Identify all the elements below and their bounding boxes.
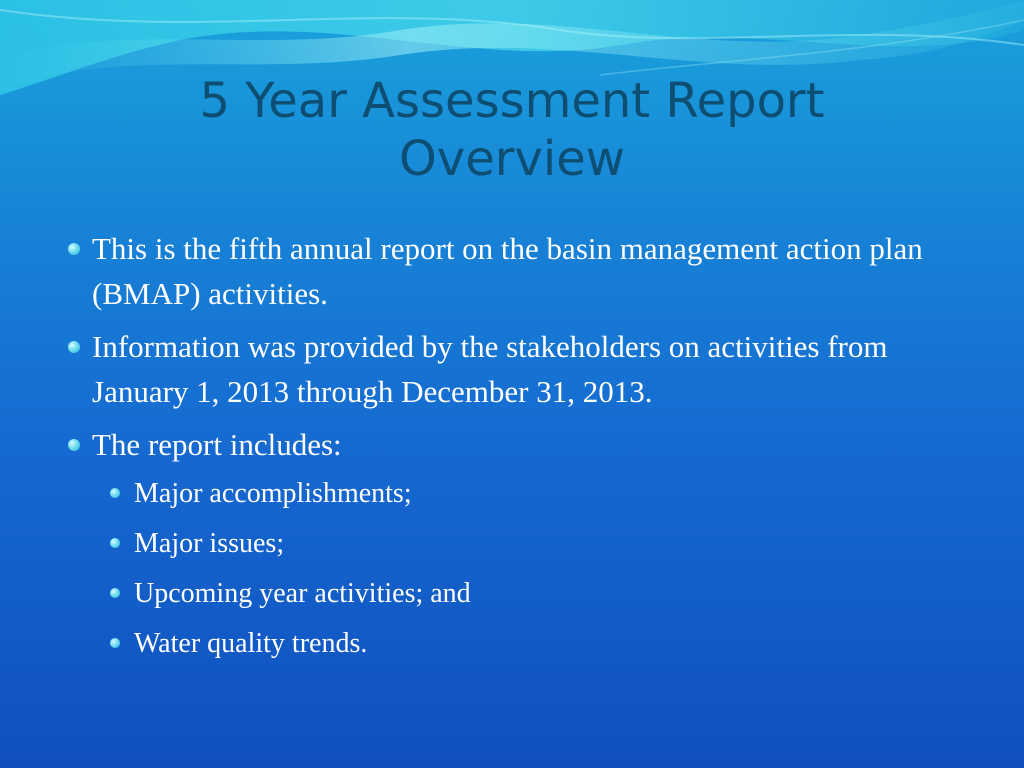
- bullet-item: [64, 226, 964, 316]
- sub-bullet-item: [92, 621, 964, 666]
- sub-bullet-list: [92, 471, 964, 666]
- bullet-list: [64, 226, 964, 674]
- slide-title: [60, 72, 964, 188]
- sub-bullet-text: Major issues;: [134, 528, 285, 559]
- sub-bullet-text: Major accomplishments;: [134, 478, 412, 509]
- sub-bullet-dot-icon: [110, 588, 120, 598]
- sub-bullet-item: [92, 521, 964, 566]
- sub-bullet-item: [92, 571, 964, 616]
- bullet-dot-icon: [68, 341, 80, 353]
- sub-bullet-dot-icon: [110, 638, 120, 648]
- bullet-text: The report includes:: [92, 427, 342, 462]
- bullet-item: [64, 422, 964, 666]
- sub-bullet-item: [92, 471, 964, 516]
- bullet-item: [64, 324, 964, 414]
- bullet-dot-icon: [68, 439, 80, 451]
- sub-bullet-dot-icon: [110, 488, 120, 498]
- title-line-2: Overview: [399, 131, 625, 187]
- sub-bullet-text: Water quality trends.: [134, 628, 368, 659]
- sub-bullet-dot-icon: [110, 538, 120, 548]
- title-line-1: 5 Year Assessment Report: [199, 73, 825, 129]
- bullet-dot-icon: [68, 243, 80, 255]
- sub-bullet-text: Upcoming year activities; and: [134, 578, 471, 609]
- bullet-text: Information was provided by the stakeholders on activities from January 1, 2013 through December 31, 2013.: [92, 329, 888, 409]
- bullet-text: This is the fifth annual report on the basin management action plan (BMAP) activities.: [92, 231, 923, 311]
